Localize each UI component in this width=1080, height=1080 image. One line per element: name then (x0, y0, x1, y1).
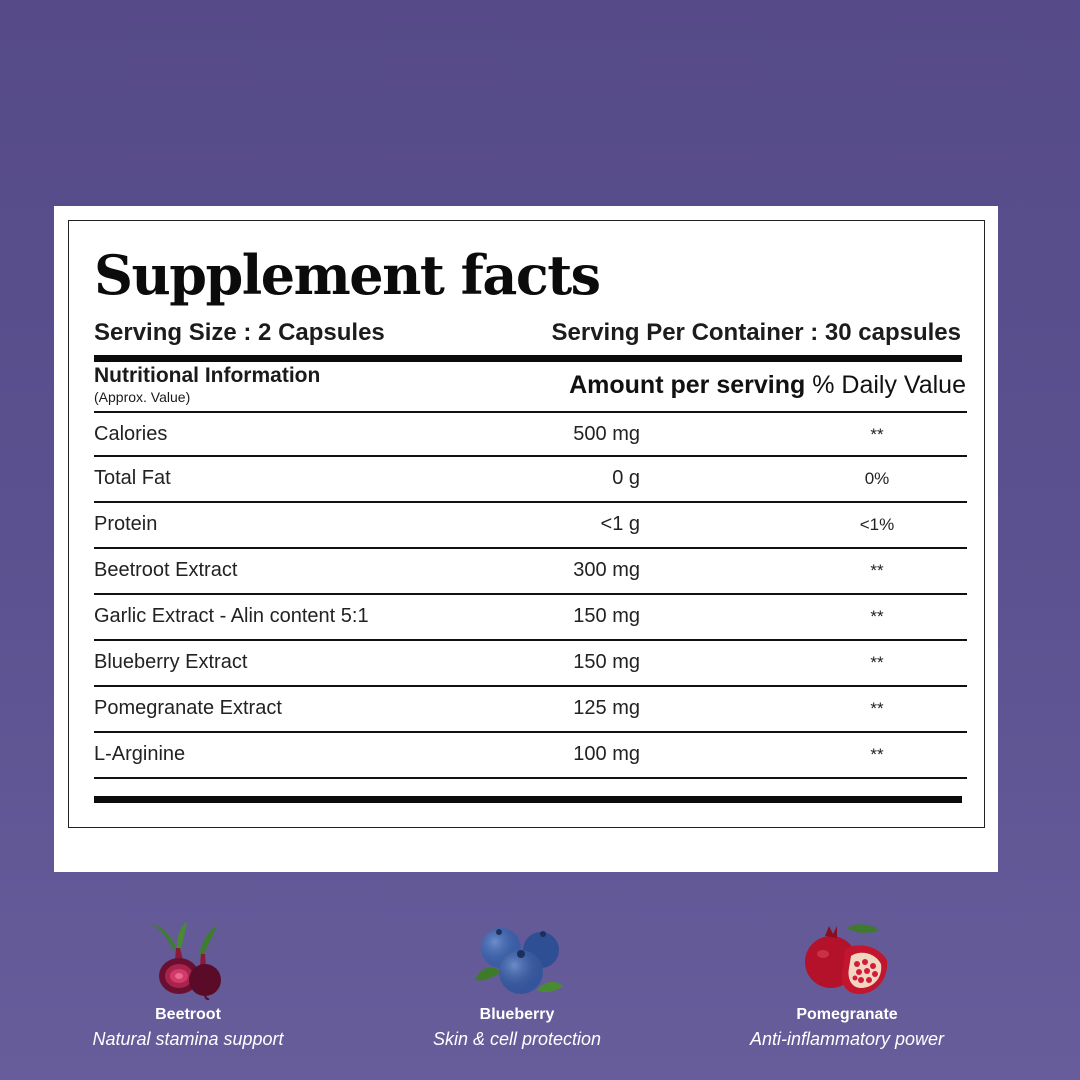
table-row (94, 503, 967, 549)
amount-per-serving-label: Amount per serving (569, 371, 806, 399)
table-row (94, 595, 967, 641)
facts-frame (68, 220, 985, 828)
nutritional-info-header (94, 364, 320, 405)
row-daily-value: ** (870, 561, 884, 580)
feature-description: Natural stamina support (92, 1029, 284, 1049)
blueberry-icon (467, 920, 567, 1000)
table-row (94, 457, 967, 503)
row-amount: 300 mg (573, 559, 640, 581)
row-daily-value: <1% (859, 515, 895, 534)
row-daily-value: ** (870, 607, 884, 626)
row-amount: 150 mg (573, 605, 640, 627)
bottom-divider (94, 796, 962, 803)
approx-value-label: (Approx. Value) (94, 389, 191, 405)
row-name: Beetroot Extract (94, 559, 238, 581)
serving-size: Serving Size : 2 Capsules (94, 319, 385, 346)
nutritional-info-label: Nutritional Information (94, 364, 321, 387)
feature-blueberry (377, 920, 657, 1050)
row-daily-value: ** (870, 653, 884, 672)
row-amount: <1 g (600, 513, 640, 535)
row-amount: 0 g (612, 467, 640, 489)
amount-header (569, 371, 966, 400)
top-divider (94, 355, 962, 362)
table-row (94, 733, 967, 779)
serving-per-container: Serving Per Container : 30 capsules (551, 319, 961, 346)
facts-title: Supplement facts (94, 243, 600, 307)
row-name: Total Fat (94, 467, 171, 489)
row-name: Blueberry Extract (94, 651, 248, 673)
row-name: Calories (94, 423, 168, 445)
feature-beetroot (48, 920, 328, 1050)
table-row (94, 641, 967, 687)
row-amount: 100 mg (573, 743, 640, 765)
feature-name: Blueberry (479, 1006, 555, 1023)
row-daily-value: 0% (864, 469, 890, 488)
feature-description: Skin & cell protection (432, 1029, 602, 1049)
facts-table (94, 411, 967, 779)
row-amount: 500 mg (573, 423, 640, 445)
table-row (94, 411, 967, 457)
row-name: L-Arginine (94, 743, 186, 765)
table-row (94, 687, 967, 733)
row-daily-value: ** (870, 699, 884, 718)
daily-value-label: % Daily Value (812, 371, 966, 399)
row-daily-value: ** (870, 425, 884, 444)
beetroot-icon (143, 920, 233, 1000)
feature-pomegranate (707, 920, 987, 1050)
table-row (94, 549, 967, 595)
row-amount: 125 mg (573, 697, 640, 719)
row-name: Protein (94, 513, 158, 535)
feature-description: Anti-inflammatory power (749, 1029, 945, 1049)
row-daily-value: ** (870, 745, 884, 764)
feature-name: Beetroot (155, 1006, 221, 1023)
row-amount: 150 mg (573, 651, 640, 673)
pomegranate-icon (797, 920, 897, 1000)
supplement-facts-panel (54, 206, 998, 872)
feature-name: Pomegranate (796, 1006, 898, 1023)
row-name: Garlic Extract - Alin content 5:1 (94, 605, 369, 627)
row-name: Pomegranate Extract (94, 697, 282, 719)
